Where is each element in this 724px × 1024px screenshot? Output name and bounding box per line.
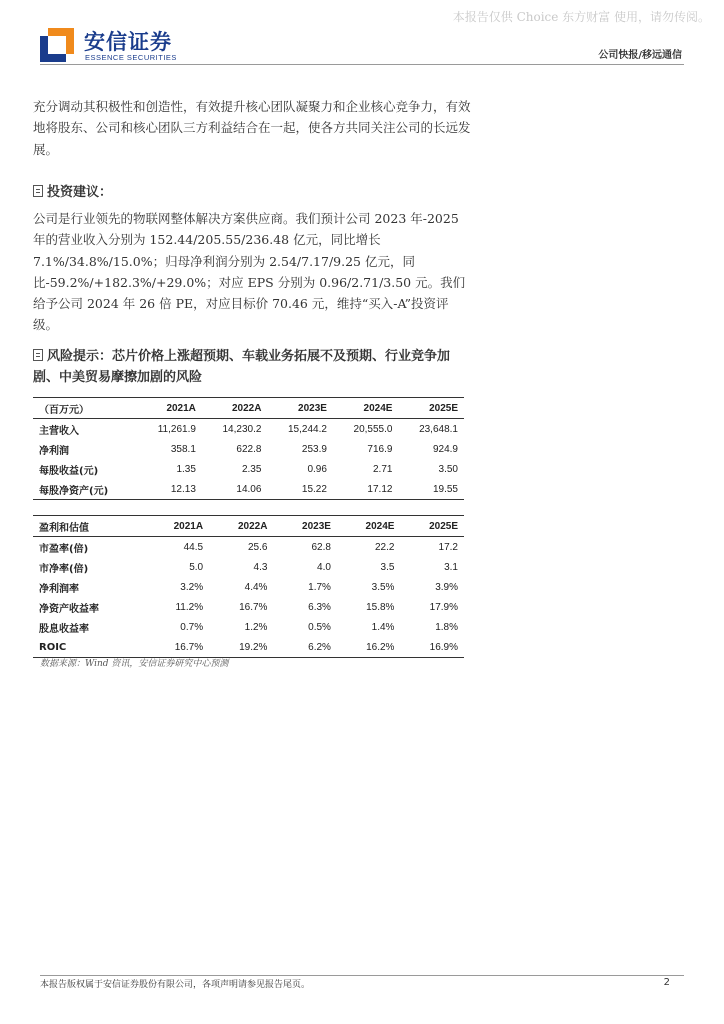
- table-cell: 17.12: [333, 479, 399, 500]
- page-number: 2: [663, 977, 670, 988]
- table-cell: 12.13: [137, 479, 202, 500]
- row-label: 每股收益(元): [39, 465, 99, 477]
- table-cell: 17.2: [438, 541, 458, 553]
- table-cell: 3.5: [380, 561, 395, 573]
- table-cell: 19.2%: [209, 637, 273, 658]
- logo-name-cn: 安信证券: [84, 30, 172, 54]
- table-cell: 22.2: [374, 541, 395, 553]
- table-cell: 19.55: [398, 479, 464, 500]
- table-cell: 1.4%: [371, 621, 395, 633]
- row-label: 市净率(倍): [39, 563, 89, 575]
- table-header-cell: 2025E: [398, 398, 464, 419]
- row-label: 净利润率: [39, 583, 79, 595]
- row-label: 净利润: [39, 445, 69, 457]
- table-cell: 16.9%: [400, 637, 464, 658]
- table-cell: 17.9%: [429, 601, 458, 613]
- table-cell: 3.2%: [180, 581, 204, 593]
- section-icon: [33, 349, 43, 361]
- table-cell: 716.9: [367, 443, 393, 455]
- table-cell: 15.8%: [366, 601, 395, 613]
- table-header-cell: （百万元）: [33, 398, 137, 419]
- table-cell: 2.71: [372, 463, 393, 475]
- table-row: [33, 577, 464, 597]
- table-cell: 4.3: [253, 561, 268, 573]
- table-header-cell: 2025E: [400, 516, 464, 537]
- section-icon: [33, 185, 43, 197]
- footer-divider: [40, 975, 684, 976]
- table-header-cell: 2023E: [273, 516, 337, 537]
- data-source-note: 数据来源：Wind 资讯，安信证券研究中心预测: [40, 659, 229, 669]
- table-row: [33, 597, 464, 617]
- table-cell: 6.3%: [308, 601, 331, 613]
- table-row: [33, 557, 464, 577]
- table-cell: 0.96: [307, 463, 327, 475]
- valuation-table: [33, 515, 464, 658]
- table-cell: 1.2%: [244, 621, 268, 633]
- row-label: 股息收益率: [39, 623, 89, 635]
- table-cell: 15.22: [267, 479, 333, 500]
- table-cell: 1.7%: [308, 581, 331, 593]
- table-cell: 62.8: [311, 541, 331, 553]
- investment-heading-text: 投资建议：: [47, 185, 113, 200]
- watermark: 本报告仅供 Choice 东方财富 使用，请勿传阅。: [452, 10, 710, 24]
- table-cell: 924.9: [432, 443, 458, 455]
- table-header-cell: 2021A: [145, 516, 209, 537]
- row-label: 市盈率(倍): [39, 543, 89, 555]
- table-cell: 0.5%: [308, 621, 331, 633]
- logo-name-en: ESSENCE SECURITIES: [85, 53, 177, 62]
- table-cell: 358.1: [170, 443, 196, 455]
- row-label: 每股净资产(元): [33, 479, 137, 500]
- table-header-cell: 盈利和估值: [33, 516, 145, 537]
- table-cell: 16.7%: [145, 637, 209, 658]
- footer-disclaimer: 本报告版权属于安信证券股份有限公司，各项声明请参见报告尾页。: [40, 980, 311, 990]
- table-cell: 0.7%: [180, 621, 204, 633]
- table-cell: 3.5%: [371, 581, 395, 593]
- report-type: 公司快报/移远通信: [598, 50, 682, 61]
- table-cell: 3.9%: [435, 581, 458, 593]
- table-cell: 4.4%: [244, 581, 268, 593]
- table-header-cell: 2021A: [137, 398, 202, 419]
- table-cell: 4.0: [317, 561, 331, 573]
- table-cell: 2.35: [241, 463, 262, 475]
- table-cell: 253.9: [301, 443, 327, 455]
- table-cell: 11.2%: [175, 601, 204, 613]
- table-cell: 25.6: [247, 541, 268, 553]
- risk-heading: [33, 346, 473, 388]
- table-header-cell: 2024E: [337, 516, 401, 537]
- investment-paragraph: 公司是行业领先的物联网整体解决方案供应商。我们预计公司 2023 年-2025 年的营业收入分别为 152.44/205.55/236.48 亿元，同比增长 7.1%/34.8%/15.0%；归母净利润分别为 2.54/7.17/9.25 亿元，同比-59.2%/+182.3%/+29.0%；对应 EPS 分别为 0.96/2.71/3.50 元。我们给予公司 2024 年 26 倍 PE，对应目标价 70.46 元，维持“买入-A”投资评级。: [33, 211, 466, 333]
- table-cell: 11,261.9: [157, 423, 196, 435]
- logo-mark-icon: [40, 28, 74, 62]
- table-header-cell: 2022A: [202, 398, 268, 419]
- table-header-row: [33, 398, 464, 419]
- table-cell: 5.0: [189, 561, 204, 573]
- table-header-cell: 2023E: [267, 398, 333, 419]
- table-row: [33, 637, 464, 658]
- table-cell: 20,555.0: [353, 423, 393, 435]
- table-cell: 1.8%: [435, 621, 458, 633]
- table-cell: 14,230.2: [222, 423, 262, 435]
- table-row: [33, 419, 464, 440]
- company-logo: [40, 24, 240, 68]
- table-cell: 3.50: [438, 463, 458, 475]
- table-cell: 16.7%: [239, 601, 268, 613]
- table-row: [33, 439, 464, 459]
- table-row: [33, 479, 464, 500]
- financial-summary-table: [33, 397, 464, 500]
- table-cell: 14.06: [202, 479, 268, 500]
- table-cell: 23,648.1: [419, 423, 458, 435]
- table-cell: 16.2%: [337, 637, 401, 658]
- table-header-row: [33, 516, 464, 537]
- table-cell: 3.1: [444, 561, 458, 573]
- table-row: [33, 537, 464, 558]
- risk-heading-text: 风险提示：芯片价格上涨超预期、车载业务拓展不及预期、行业竞争加剧、中美贸易摩擦加剧的风险: [33, 349, 451, 385]
- table-cell: 622.8: [236, 443, 262, 455]
- table-row: [33, 459, 464, 479]
- table-cell: 44.5: [183, 541, 204, 553]
- row-label: ROIC: [33, 637, 145, 658]
- table-header-cell: 2022A: [209, 516, 273, 537]
- investment-heading: [33, 182, 473, 203]
- table-cell: 6.2%: [273, 637, 337, 658]
- row-label: 主营收入: [39, 425, 79, 437]
- intro-paragraph: 充分调动其积极性和创造性，有效提升核心团队凝聚力和企业核心竞争力，有效地将股东、公司和核心团队三方利益结合在一起，使各方共同关注公司的长远发展。: [33, 99, 471, 157]
- row-label: 净资产收益率: [39, 603, 99, 615]
- header-divider: [40, 64, 684, 65]
- table-cell: 1.35: [176, 463, 196, 475]
- table-row: [33, 617, 464, 637]
- table-header-cell: 2024E: [333, 398, 399, 419]
- table-cell: 15,244.2: [288, 423, 327, 435]
